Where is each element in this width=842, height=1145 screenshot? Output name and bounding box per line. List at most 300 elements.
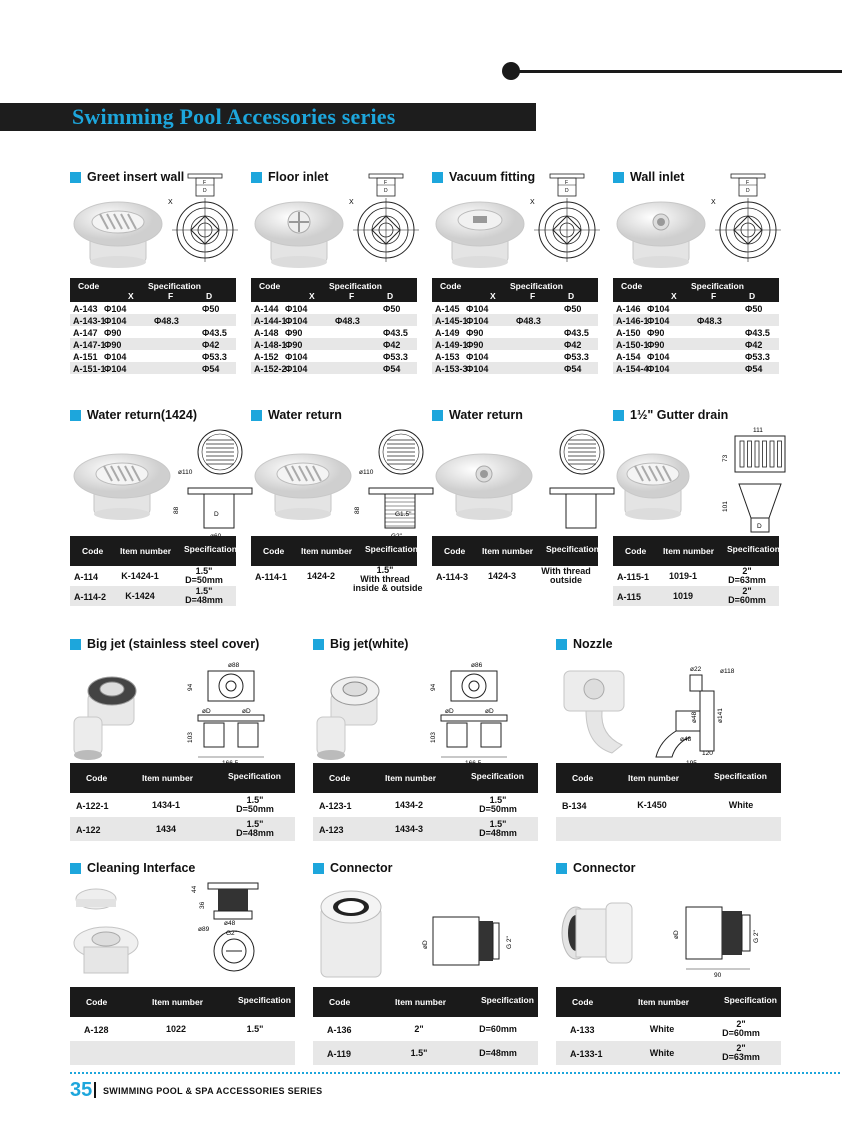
product-photo [432, 196, 528, 276]
header-item-number: Item number [301, 546, 353, 556]
title-marker [556, 639, 567, 650]
table-cell: White [649, 1023, 675, 1034]
header-item-number: Item number [638, 997, 690, 1007]
table-row [70, 302, 236, 314]
header-specification: Specification [238, 995, 291, 1005]
dimension-label: 88 [354, 506, 361, 514]
row1-0-spec-table [70, 278, 236, 374]
header-f: F [349, 291, 355, 301]
table-cell: A-114-2 [74, 591, 107, 602]
table-cell: A-115 [617, 591, 642, 602]
header-specification: Specification [727, 544, 780, 554]
footer-text: SWIMMING POOL & SPA ACCESSORIES SERIES [103, 1086, 323, 1096]
svg-text:D: D [565, 188, 569, 194]
svg-text:F: F [384, 180, 388, 186]
dimension-label: G 2" [506, 936, 513, 949]
table-cell: A-148 [254, 327, 279, 338]
table-cell: Φ104 [466, 363, 489, 374]
table-cell: 1434-3 [394, 823, 424, 834]
dimension-label: øD [202, 708, 211, 715]
dimension-label: G 2" [753, 930, 760, 943]
product-photo [556, 883, 646, 988]
table-cell: Φ48.3 [697, 315, 722, 326]
header-specification: Specification [714, 771, 767, 781]
table-row [556, 1017, 781, 1041]
drawing-svg [664, 879, 760, 983]
product-vacuum-fitting [432, 170, 602, 400]
product-title-text: Vacuum fitting [449, 170, 536, 184]
row4-1-spec-table [313, 987, 538, 1065]
title-marker [70, 172, 81, 183]
drawing-svg [431, 661, 527, 765]
table-cell: Φ104 [466, 315, 489, 326]
table-cell: Φ90 [647, 339, 665, 350]
header-code: Code [86, 997, 108, 1007]
header-specification: Specification [691, 281, 744, 291]
table-row [556, 793, 781, 817]
table-cell: K-1424 [125, 590, 155, 601]
table-cell: Φ54 [383, 363, 401, 374]
dimension-label: 103 [430, 732, 437, 743]
table-row [70, 350, 236, 362]
table-row [251, 326, 417, 338]
header-specification: Specification [481, 995, 534, 1005]
header-code: Code [329, 997, 351, 1007]
table-cell: A-151-1 [73, 363, 106, 374]
title-banner [0, 103, 536, 131]
product-title-text: Big jet (stainless steel cover) [87, 637, 260, 651]
row2-2-spec-table [432, 536, 598, 586]
product-title-text: Greet insert wall [87, 170, 185, 184]
table-cell: A-122-1 [76, 800, 109, 811]
product-nozzle [556, 637, 781, 842]
dimension-label: ø118 [720, 668, 735, 675]
table-cell: D=60mm [479, 1023, 517, 1034]
row1-2-spec-table [432, 278, 598, 374]
svg-text:F: F [203, 180, 207, 186]
product-title [556, 637, 613, 651]
header-x: X [490, 291, 496, 301]
header-code: Code [572, 773, 594, 783]
table-cell: Φ104 [466, 351, 489, 362]
table-row [70, 586, 236, 606]
svg-text:F: F [565, 180, 569, 186]
table-cell: Φ50 [202, 303, 220, 314]
dimension-label: 73 [722, 454, 729, 462]
dimension-label: 94 [430, 683, 437, 691]
product-photo [313, 883, 403, 988]
title-marker [432, 172, 443, 183]
product-title-text: Connector [573, 861, 636, 875]
table-header [556, 763, 781, 793]
table-cell: Φ104 [647, 363, 670, 374]
table-cell: A-152 [254, 351, 279, 362]
table-cell: Φ42 [745, 339, 763, 350]
title-marker [70, 410, 81, 421]
table-cell: A-145-1 [435, 315, 468, 326]
table-header [613, 278, 779, 302]
title-marker [251, 410, 262, 421]
table-cell: A-114 [74, 571, 99, 582]
table-cell: A-153 [435, 351, 460, 362]
svg-text:X: X [530, 199, 535, 206]
header-item-number: Item number [663, 546, 715, 556]
table-cell: Φ104 [104, 303, 127, 314]
table-cell: Φ90 [466, 339, 484, 350]
table-header [556, 987, 781, 1017]
table-cell: Φ42 [202, 339, 220, 350]
product-water-return [251, 408, 421, 613]
table-cell: A-148-1 [254, 339, 287, 350]
header-item-number: Item number [142, 773, 194, 783]
page-number: 35 [70, 1079, 93, 1101]
drawing-svg [542, 426, 622, 536]
table-row [70, 566, 236, 586]
tech-drawing [664, 879, 760, 988]
table-row [432, 314, 598, 326]
product-1-gutter-drain [613, 408, 783, 613]
table-row [251, 565, 423, 593]
dimension-label: 120 [702, 750, 713, 757]
table-cell: Φ104 [647, 315, 670, 326]
table-cell: 2" [414, 1023, 424, 1034]
product-floor-inlet [251, 170, 421, 400]
table-row [251, 314, 417, 326]
drawing-svg [421, 879, 517, 983]
product-title [432, 170, 535, 184]
table-cell: Φ54 [202, 363, 220, 374]
table-row [432, 350, 598, 362]
table-row [70, 1017, 295, 1041]
table-header [70, 987, 295, 1017]
row4-0-spec-table [70, 987, 295, 1065]
table-cell: Φ104 [285, 363, 308, 374]
table-cell: A-136 [327, 1024, 352, 1035]
tech-drawing-svg [168, 172, 240, 264]
table-cell: Φ90 [285, 339, 303, 350]
dimension-label: øD [485, 708, 494, 715]
product-title [251, 170, 328, 184]
product-photo [251, 196, 347, 276]
table-cell: A-144 [254, 303, 279, 314]
table-cell: 1019 [672, 590, 694, 601]
table-cell: A-133-1 [570, 1048, 603, 1059]
dimension-label: 111 [753, 427, 763, 434]
header-specification: Specification [365, 544, 418, 554]
table-cell: 1019-1 [668, 570, 698, 581]
product-image [556, 665, 646, 765]
product-photo [432, 448, 536, 528]
svg-text:F: F [746, 180, 750, 186]
product-cleaning-interface-0 [70, 861, 295, 1066]
product-photo-image [613, 196, 709, 271]
product-title-text: Big jet(white) [330, 637, 409, 651]
table-cell: A-114-3 [436, 571, 469, 582]
tech-drawing [542, 426, 622, 541]
tech-drawing-svg [711, 172, 783, 264]
dimension-label: ø110 [178, 469, 193, 476]
table-cell: Φ53.3 [202, 351, 227, 362]
table-cell: Φ43.5 [202, 327, 227, 338]
table-row [70, 817, 295, 841]
header-d: D [749, 291, 756, 301]
table-cell: Φ43.5 [745, 327, 770, 338]
title-marker [613, 172, 624, 183]
header-code: Code [444, 546, 466, 556]
table-row [70, 1041, 295, 1065]
table-cell: White [649, 1047, 675, 1058]
page-title: Swimming Pool Accessories series [72, 104, 396, 129]
table-cell: A-149-1 [435, 339, 468, 350]
table-cell: 2" D=63mm [728, 566, 766, 585]
table-cell: Φ50 [745, 303, 763, 314]
header-x: X [671, 291, 677, 301]
dimension-label: øD [422, 940, 429, 949]
table-row [613, 302, 779, 314]
table-row [556, 817, 781, 841]
header-item-number: Item number [628, 773, 680, 783]
footer-dotted-rule [70, 1072, 840, 1074]
header-d: D [206, 291, 213, 301]
table-cell: Φ90 [647, 327, 665, 338]
table-cell: With thread outside [541, 566, 591, 585]
dimension-label: ø48 [691, 711, 698, 723]
product-connector-1 [313, 861, 538, 1066]
header-code: Code [572, 997, 594, 1007]
tech-drawing [421, 879, 517, 988]
dimension-label: ø48 [680, 736, 692, 743]
table-row [313, 793, 538, 817]
dimension-label: 94 [187, 683, 194, 691]
table-cell: A-144-1 [254, 315, 287, 326]
row1-1-spec-table [251, 278, 417, 374]
product-photo [251, 448, 355, 528]
table-cell: A-143-1 [73, 315, 106, 326]
title-marker [313, 639, 324, 650]
table-cell: 1.5" D=48mm [236, 819, 274, 838]
table-cell: Φ90 [104, 339, 122, 350]
drawing-svg [192, 879, 288, 983]
table-row [613, 350, 779, 362]
product-image [70, 665, 160, 765]
header-f: F [530, 291, 536, 301]
table-cell: Φ104 [466, 303, 489, 314]
table-cell: Φ48.3 [516, 315, 541, 326]
table-header [613, 536, 779, 566]
product-image [313, 665, 403, 765]
table-cell: Φ90 [285, 327, 303, 338]
table-cell: A-152-2 [254, 363, 287, 374]
table-row [251, 338, 417, 350]
header-item-number: Item number [385, 773, 437, 783]
table-row [313, 1017, 538, 1041]
row2-0-spec-table [70, 536, 236, 606]
row3-1-spec-table [313, 763, 538, 841]
drawing-svg [188, 661, 284, 765]
table-row [613, 314, 779, 326]
table-cell: Φ50 [564, 303, 582, 314]
table-cell: K-1424-1 [121, 570, 159, 581]
table-row [432, 362, 598, 374]
table-cell: Φ104 [104, 351, 127, 362]
table-cell: A-153-3 [435, 363, 468, 374]
dimension-label: 44 [191, 885, 198, 893]
header-f: F [711, 291, 717, 301]
table-cell: A-115-1 [617, 571, 650, 582]
table-cell: A-150-1 [616, 339, 649, 350]
table-cell: Φ104 [285, 351, 308, 362]
title-marker [70, 863, 81, 874]
table-cell: 1424-2 [306, 570, 336, 581]
drawing-svg [354, 426, 441, 536]
header-specification: Specification [148, 281, 201, 291]
drawing-svg [723, 426, 803, 536]
product-title [313, 861, 393, 875]
table-row [251, 302, 417, 314]
title-marker [432, 410, 443, 421]
tech-drawing [650, 661, 746, 770]
product-photo [556, 665, 646, 770]
dimension-label: øD [445, 708, 454, 715]
dimension-label: ø86 [471, 662, 483, 669]
header-specification: Specification [724, 995, 777, 1005]
tech-drawing [723, 426, 803, 541]
table-cell: 1.5" D=50mm [236, 795, 274, 814]
table-row [70, 314, 236, 326]
table-cell: A-123 [319, 824, 344, 835]
product-photo-image [251, 196, 347, 271]
table-header [251, 278, 417, 302]
dimension-label: ø89 [198, 926, 210, 933]
table-cell: 1424-3 [487, 570, 517, 581]
table-row [70, 793, 295, 817]
product-title [70, 408, 197, 422]
row1-3-spec-table [613, 278, 779, 374]
title-marker [556, 863, 567, 874]
table-row [313, 1041, 538, 1065]
product-photo-image [70, 448, 174, 523]
header-item-number: Item number [120, 546, 172, 556]
table-cell: A-147-1 [73, 339, 106, 350]
drawing-svg [173, 426, 260, 536]
row3-0-spec-table [70, 763, 295, 841]
table-cell: Φ43.5 [564, 327, 589, 338]
row2-1-spec-table [251, 536, 423, 593]
header-code: Code [621, 281, 643, 291]
table-cell: Φ48.3 [154, 315, 179, 326]
row3-2-spec-table [556, 763, 781, 841]
table-cell: A-147 [73, 327, 98, 338]
product-photo-image [70, 196, 166, 271]
table-row [313, 817, 538, 841]
dimension-label: ø141 [717, 708, 724, 723]
dimension-label: G2" [226, 930, 237, 937]
header-code: Code [86, 773, 108, 783]
svg-text:X: X [168, 199, 173, 206]
table-cell: Φ104 [104, 315, 127, 326]
product-photo [70, 665, 160, 770]
tech-drawing [188, 661, 284, 770]
product-title-text: Connector [330, 861, 393, 875]
product-image [313, 883, 403, 983]
table-cell: A-123-1 [319, 800, 352, 811]
header-item-number: Item number [395, 997, 447, 1007]
table-cell: A-150 [616, 327, 641, 338]
table-cell: A-119 [327, 1048, 352, 1059]
product-title [70, 861, 195, 875]
product-water-return-1424- [70, 408, 240, 613]
product-photo [613, 448, 693, 528]
drawing-svg [650, 661, 746, 765]
table-cell: Φ104 [285, 303, 308, 314]
product-big-jet-stainless-steel-cover- [70, 637, 295, 842]
product-title [613, 170, 684, 184]
product-photo [70, 448, 174, 528]
header-specification: Specification [471, 771, 524, 781]
product-title-text: Water return [268, 408, 342, 422]
table-cell: Φ104 [647, 303, 670, 314]
table-cell: 1434 [155, 823, 177, 834]
table-row [613, 586, 779, 606]
table-cell: Φ53.3 [745, 351, 770, 362]
table-cell: Φ53.3 [383, 351, 408, 362]
dimension-label: 90 [714, 972, 722, 979]
table-header [70, 536, 236, 566]
dimension-label: øD [242, 708, 251, 715]
header-specification: Specification [546, 544, 599, 554]
table-cell: Φ48.3 [335, 315, 360, 326]
table-row [70, 338, 236, 350]
table-row [613, 338, 779, 350]
header-item-number: Item number [482, 546, 534, 556]
tech-drawing [168, 172, 240, 269]
table-cell: A-154 [616, 351, 641, 362]
title-marker [313, 863, 324, 874]
product-title [556, 861, 636, 875]
table-cell: 1.5" D=50mm [185, 566, 223, 585]
header-d: D [387, 291, 394, 301]
table-cell: A-122 [76, 824, 101, 835]
header-specification: Specification [184, 544, 237, 554]
table-cell: 2" D=60mm [728, 586, 766, 605]
table-cell: Φ42 [383, 339, 401, 350]
product-title-text: Nozzle [573, 637, 613, 651]
table-header [313, 987, 538, 1017]
row2-3-spec-table [613, 536, 779, 606]
table-row [70, 326, 236, 338]
product-photo [313, 665, 403, 770]
product-big-jet-white- [313, 637, 538, 842]
tech-drawing [530, 172, 602, 269]
table-cell: Φ90 [466, 327, 484, 338]
table-cell: 1.5" With thread inside & outside [353, 565, 423, 593]
top-dot [502, 62, 520, 80]
table-cell: Φ53.3 [564, 351, 589, 362]
dimension-label: 101 [722, 501, 729, 512]
title-marker [70, 639, 81, 650]
table-row [613, 326, 779, 338]
product-photo-image [613, 448, 693, 523]
tech-drawing [349, 172, 421, 269]
table-cell: Φ104 [285, 315, 308, 326]
dimension-label: D [214, 511, 219, 518]
product-title-text: Water return(1424) [87, 408, 197, 422]
table-header [251, 536, 417, 566]
table-cell: A-114-1 [255, 571, 288, 582]
header-code: Code [78, 281, 100, 291]
table-cell: D=48mm [479, 1047, 517, 1058]
top-rule [510, 70, 842, 73]
